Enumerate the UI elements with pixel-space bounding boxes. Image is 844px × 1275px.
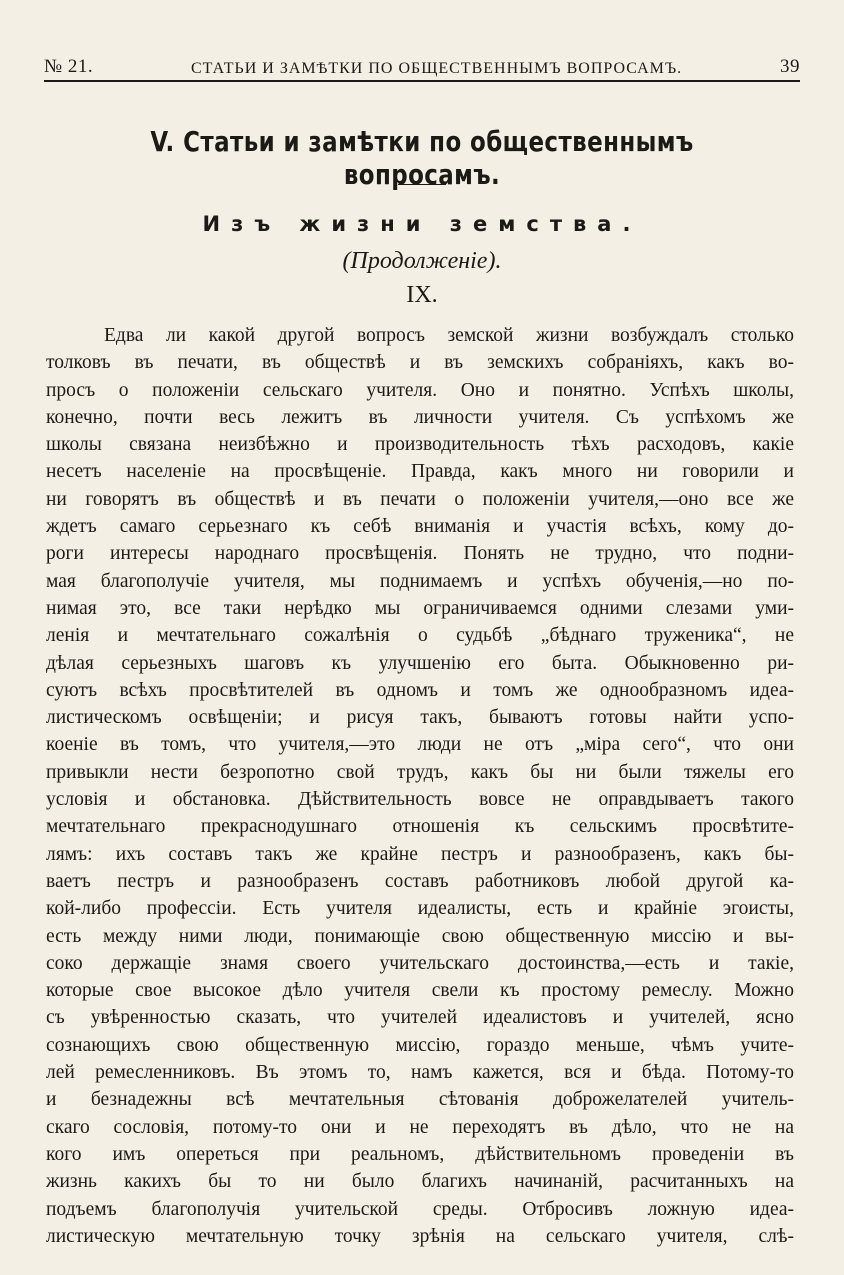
article-body <box>46 322 794 1250</box>
text-line: ваетъ пестръ и разнообразенъ составъ работниковъ любой другой ка- <box>46 870 794 892</box>
text-line: скаго сословія, потому-то они и не переходятъ въ дѣло, что не на <box>46 1116 794 1138</box>
text-line: просъ о положеніи сельскаго учителя. Оно и понятно. Успѣхъ школы, <box>46 379 794 401</box>
chapter-number: IX. <box>406 282 438 308</box>
text-line: листическомъ освѣщеніи; и рисуя такъ, бываютъ готовы найти успо- <box>46 707 794 729</box>
text-line: сознающихъ свою общественную миссію, гораздо меньше, чѣмъ учите- <box>46 1034 794 1056</box>
text-line: условія и обстановка. Дѣйствительность вовсе не оправдываетъ такого <box>46 789 794 811</box>
text-line: которые свое высокое дѣло учителя свели къ простому ремеслу. Можно <box>46 980 794 1002</box>
running-head <box>44 50 800 78</box>
section-title: V. Статьи и замѣтки по общественнымъ вопросамъ. <box>150 125 694 191</box>
text-line: привыкли нести безропотно свой трудъ, какъ бы ни были тяжелы его <box>46 761 794 783</box>
text-line: нимая это, все таки нерѣдко мы ограничиваемся одними слезами уми- <box>46 597 794 619</box>
text-line: несетъ населеніе на просвѣщеніе. Правда, какъ много ни говорили и <box>46 461 794 483</box>
text-line: кого имъ опереться при реальномъ, дѣйствительномъ проведеніи въ <box>46 1143 794 1165</box>
text-line: мечтательнаго прекраснодушнаго отношенія къ сельскимъ просвѣтите- <box>46 816 794 838</box>
running-head-title: СТАТЬИ И ЗАМѢТКИ ПО ОБЩЕСТВЕННЫМЪ ВОПРОСАМЪ. <box>190 60 683 77</box>
text-line: лей ремесленниковъ. Въ этомъ то, намъ кажется, вся и бѣда. Потому-то <box>46 1062 794 1084</box>
text-line: коеніе въ томъ, что учителя,—это люди не отъ „міра сего“, что они <box>46 734 794 756</box>
text-line: дѣлая серьезныхъ шаговъ къ улучшенію его быта. Обыкновенно ри- <box>46 652 794 674</box>
text-line: школы связана неизбѣжно и производительность тѣхъ расходовъ, какіе <box>46 434 794 456</box>
text-line: ни говорятъ въ обществѣ и въ печати о положеніи учителя,—оно все же <box>46 488 794 510</box>
text-line: съ увѣренностью сказать, что учителей идеалистовъ и учителей, ясно <box>46 1007 794 1029</box>
text-line: ждетъ самаго серьезнаго къ себѣ вниманія и участія всѣхъ, кому до- <box>46 516 794 538</box>
text-line: толковъ въ печати, въ обществѣ и въ земскихъ собраніяхъ, какъ во- <box>46 352 794 374</box>
text-line: мая благополучіе учителя, мы поднимаемъ и успѣхъ обученія,—но по- <box>46 570 794 592</box>
text-line: конечно, почти весь лежитъ въ личности учителя. Съ успѣхомъ же <box>46 406 794 428</box>
text-line: жизнь какихъ бы то ни было благихъ начинаній, расчитанныхъ на <box>46 1171 794 1193</box>
title-divider <box>398 184 446 185</box>
text-line: листическую мечтательную точку зрѣнія на сельскаго учителя, слѣ- <box>46 1225 794 1247</box>
text-line: ленія и мечтательнаго сожалѣнія о судьбѣ „бѣднаго труженика“, не <box>46 625 794 647</box>
continued-note: (Продолженіе). <box>342 248 502 274</box>
text-line: есть между ними люди, понимающіе свою общественную миссію и вы- <box>46 925 794 947</box>
text-line: и безнадежны всѣ мечтательныя сѣтованія доброжелателей учитель- <box>46 1089 794 1111</box>
page-number: 39 <box>779 56 800 77</box>
text-line: Едва ли какой другой вопросъ земской жизни возбуждалъ столько <box>104 325 794 346</box>
text-line: кой-либо профессіи. Есть учителя идеалисты, есть и крайніе эгоисты, <box>46 898 794 920</box>
text-line: соко держащіе знамя своего учительскаго достоинства,—есть и такіе, <box>46 952 794 974</box>
text-line: подъемъ благополучія учительской среды. Отбросивъ ложную идеа- <box>46 1198 794 1220</box>
article-title: Изъ жизни земства. <box>202 212 642 236</box>
header-rule <box>44 80 800 82</box>
text-line: суютъ всѣхъ просвѣтителей въ одномъ и томъ же однообразномъ идеа- <box>46 679 794 701</box>
text-line: лямъ: ихъ составъ такъ же крайне пестръ и разнообразенъ, какъ бы- <box>46 843 794 865</box>
text-line: роги интересы народнаго просвѣщенія. Понять не трудно, что подни- <box>46 543 794 565</box>
issue-number: № 21. <box>44 56 94 77</box>
